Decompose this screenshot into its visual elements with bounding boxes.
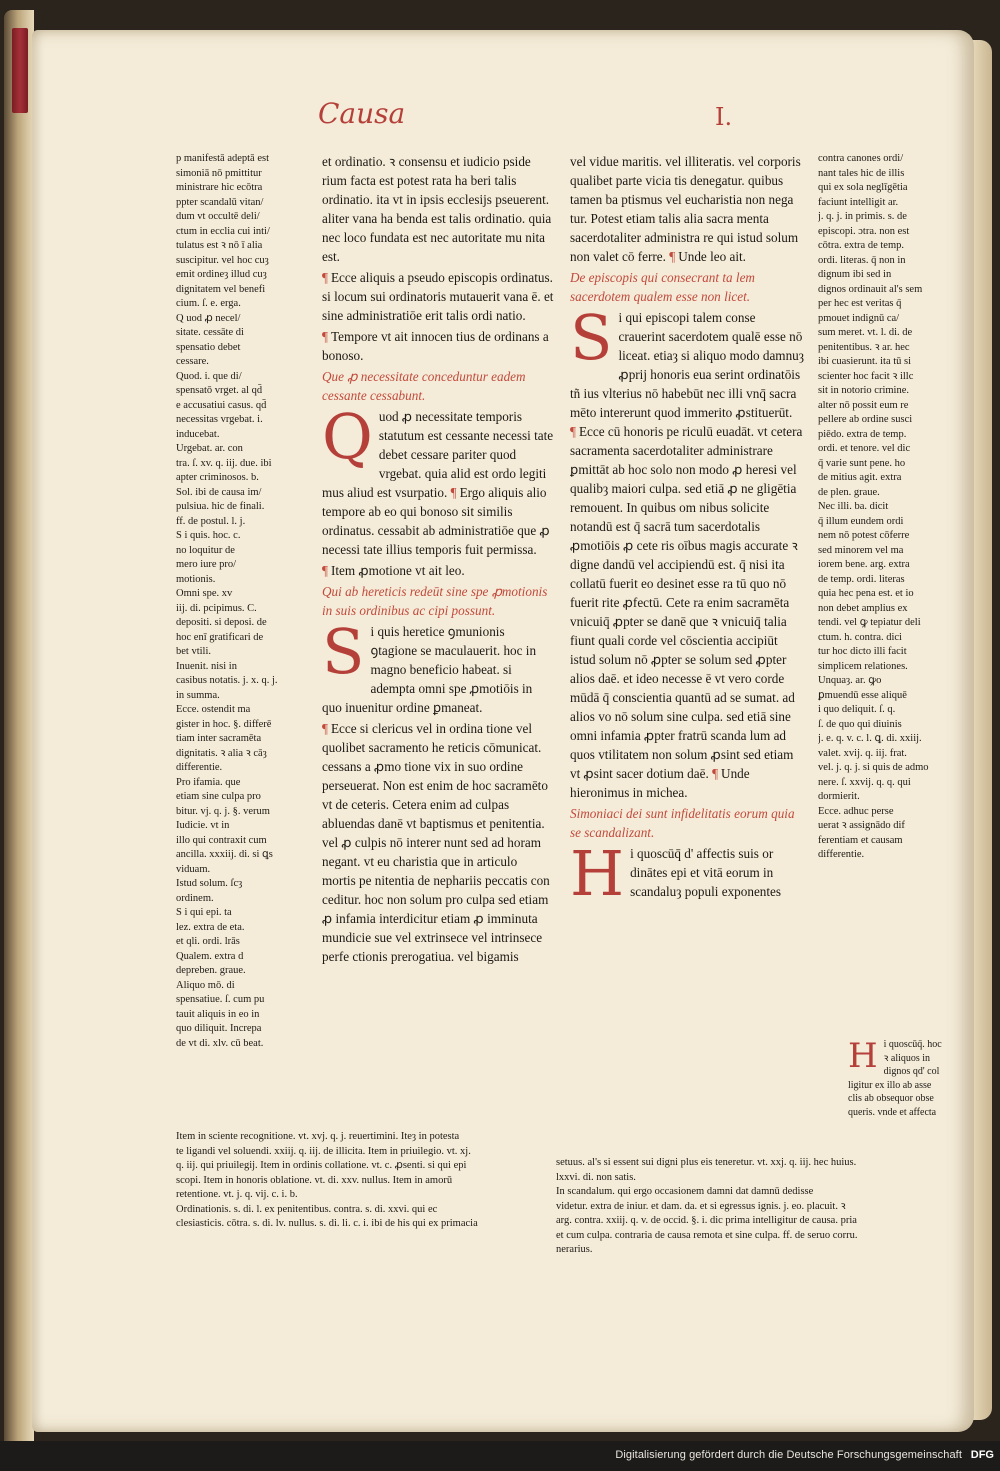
gloss-line: Qualem. extra d <box>176 950 244 962</box>
gloss-line: no loquitur de <box>176 544 235 556</box>
gloss-line: Sol. ibi de causa im/ <box>176 486 262 498</box>
gloss-line: ꝑmuendū esse aliquē <box>818 689 907 701</box>
gloss-line: te ligandi vel soluendi. xxiij. q. iij. de illicita. Item in priuilegio. vt. xj. <box>176 1145 471 1157</box>
decorated-initial: S <box>322 615 365 688</box>
gloss-line: hoc enī gratificari de <box>176 631 264 643</box>
gloss-line: spensatiue. ſ. cum pu <box>176 994 265 1005</box>
gloss-line: q. iij. qui priuilegij. Item in ordinis collatione. vt. c. ꝓsenti. si qui epi <box>176 1160 467 1171</box>
text-paragraph: Hi quoscūq̄ d' affectis suis or dinātes epi et vitā eorum in scandaluȝ populi exponentes <box>570 837 782 910</box>
gloss-line: ferentiam et causam <box>818 834 903 846</box>
paragraph-sign-icon: ¶ <box>322 329 328 344</box>
gloss-line: S i quis. hoc. c. <box>176 530 241 541</box>
main-text-column-left <box>322 152 554 1092</box>
gloss-line: non debet amplius ex <box>818 602 908 614</box>
gloss-line: depositi. si deposi. de <box>176 617 267 628</box>
book-edge <box>4 10 34 1450</box>
gloss-line: pulsiua. hic de finali. <box>176 501 265 512</box>
gloss-line: differentie. <box>818 849 865 860</box>
gloss-line: simoniā nō pmittitur <box>176 167 262 179</box>
text-paragraph: ¶ Ecce si clericus vel in ordina tione vel quolibet sacramento he reticis cōmunicat. cessans a ꝓmo tione vix in suo ordine perseuerat. Non est enim de hoc sacramēto vt de ceteris. Cetera enim ad culpas abluendas danē vt baptismus et penitentia. vel ꝓ culpis nō interer nunt sed ad horam negant. vt eu charistia que in articulo mortis pe nitentia de nephariis peccatis con ceditur. hoc non solum pro culpa sed etiam ꝓ infamia interdicitur etiam ꝓ imminuta mundicie sue vel extrinsece vel intrinsece perfe ctionis prerogatiua. vel bigamis <box>322 721 550 964</box>
gloss-line: cium. ſ. e. erga. <box>176 298 241 309</box>
gloss-line: dignitatem vel benefi <box>176 283 266 295</box>
gloss-line: i quo deliquit. ſ. q. <box>818 704 896 715</box>
paragraph-sign-icon: ¶ <box>570 424 576 439</box>
gloss-line: ancilla. xxxiij. di. si ꝗs <box>176 849 273 860</box>
gloss-line: videtur. extra de iniur. et dam. da. et si egressus ignis. j. eo. placuit. ꝛ <box>556 1200 846 1212</box>
paragraph-sign-icon: ¶ <box>322 721 328 736</box>
gloss-line: tra. ſ. xv. q. iij. due. ibi <box>176 457 272 469</box>
ribbon-bookmark <box>12 28 28 113</box>
gloss-line: necessitas vrgebat. i. <box>176 414 263 425</box>
gloss-line: etiam sine culpa pro <box>176 791 261 802</box>
text-paragraph: ¶ Item ꝓmotione vt ait leo. <box>322 563 465 578</box>
gloss-line: nant tales hic de illis <box>818 167 905 179</box>
gloss-line: de plen. graue. <box>818 486 880 498</box>
bottom-gloss-right <box>556 1156 948 1256</box>
gloss-line: qui ex sola neglīgētia <box>818 182 908 193</box>
gloss-line: valet. xvij. q. iij. frat. <box>818 747 907 759</box>
gloss-line: Quod. i. que di/ <box>176 370 242 382</box>
gloss-line: q̄ varie sunt pene. ho <box>818 457 906 469</box>
gloss-line: et qli. ordi. lrās <box>176 936 240 947</box>
gloss-line: ſ. de quo qui diuinis <box>818 718 902 730</box>
gloss-line: Ecce. adhuc perse <box>818 805 894 817</box>
text-paragraph: et ordinatio. ꝛ consensu et iudicio pside rium facta est potest rata ha beri talis ordinatio. ita vt in ipsis ecclesijs pseuerent. aliter vana ha benda est talis ordinatio. quia nec loco fundata est nec autoritate mu nita est. <box>322 154 552 264</box>
gloss-line: ppter scandalū vitan/ <box>176 196 264 208</box>
gloss-line: simplicem relationes. <box>818 660 908 672</box>
gloss-line: motionis. <box>176 573 216 585</box>
gloss-line: Q uod ꝓ necel/ <box>176 312 241 324</box>
gloss-line: penitentibus. ꝛ ar. hec <box>818 341 910 353</box>
gloss-line: quia hec pena est. et io <box>818 588 914 599</box>
gloss-line: sed minorem vel ma <box>818 544 904 556</box>
gloss-line: gister in hoc. §. differē <box>176 718 272 730</box>
text-paragraph: ¶ Ecce aliquis a pseudo episcopis ordinatus. si locum sui ordinatoris mutauerit vana ē. et sine administratiōe erit talis ordi natio. <box>322 270 554 323</box>
paragraph-sign-icon: ¶ <box>322 563 328 578</box>
rubric-heading: Qui ab hereticis redeūt sine spe ꝓmotionis in suis ordinibus ac cipi possunt. <box>322 584 548 618</box>
gloss-line: retentione. vt. j. q. vij. c. i. b. <box>176 1189 298 1200</box>
gloss-line: illo qui contraxit cum <box>176 834 267 846</box>
gloss-line: Omni spe. xv <box>176 588 233 599</box>
gloss-line: arg. contra. xxiij. q. v. de occid. §. i. dic prima intelligitur de causa. pria <box>556 1215 857 1226</box>
gloss-line: j. q. j. in primis. s. de <box>818 211 907 222</box>
gloss-line: Nec illi. ba. dicit <box>818 501 889 512</box>
gloss-line: tulatus est ꝛ nō ī alia <box>176 240 263 251</box>
gloss-line: q̄ illum eundem ordi <box>818 515 904 527</box>
gloss-line: apter criminosos. b. <box>176 472 259 483</box>
gloss-line: alter nō possit eum re <box>818 399 909 411</box>
gloss-line: ff. de postul. l. j. <box>176 515 246 527</box>
paragraph-sign-icon: ¶ <box>450 485 457 500</box>
gloss-line: bitur. vj. q. j. §. verum <box>176 805 270 817</box>
running-title: Causa <box>318 97 406 130</box>
gloss-line: quo diliquit. Increpa <box>176 1023 262 1034</box>
bottom-gloss-left <box>176 1130 560 1230</box>
gloss-line: nerarius. <box>556 1244 593 1255</box>
gloss-line: dignitatis. ꝛ alia ꝛ cāȝ <box>176 747 267 759</box>
gloss-line: dignos ordinauit al's sem <box>818 283 923 295</box>
paragraph-sign-icon: ¶ <box>669 249 676 264</box>
gloss-line: scienter hoc facit ꝛ illc <box>818 370 914 382</box>
gloss-line: Item in sciente recognitione. vt. xvj. q. j. reuertimini. Iteȝ in potesta <box>176 1131 460 1142</box>
funding-notice: Digitalisierung gefördert durch die Deutsche Forschungsgemeinschaft <box>615 1449 962 1461</box>
gloss-line: de vt di. xlv. cū beat. <box>176 1037 264 1049</box>
gloss-line: vel. j. q. j. si quis de admo <box>818 762 929 773</box>
gloss-line: dormierit. <box>818 791 860 802</box>
gloss-line: setuus. al's si essent sui digni plus eis teneretur. vt. xxj. q. iij. hec huius. <box>556 1157 857 1168</box>
gloss-line: tauit aliquis in eo in <box>176 1008 260 1020</box>
gloss-line: Ecce. ostendit ma <box>176 704 251 715</box>
decorated-initial: S <box>570 301 613 374</box>
gloss-line: de temp. ordi. literas <box>818 573 905 585</box>
folio-number: I. <box>715 103 733 131</box>
gloss-line: p manifestā adeptā est <box>176 153 270 164</box>
gloss-line: depreben. graue. <box>176 965 246 976</box>
right-margin-gloss <box>818 152 944 1107</box>
gloss-line: episcopi. ɔtra. non est <box>818 225 910 237</box>
right-bottom-gloss: Hi quoscūq̄. hoc ꝛ aliquos in dignos qd' col ligitur ex illo ab asse clis ab obsequor obse queris. vnde et affecta <box>848 1038 942 1118</box>
gloss-line: de mitius agit. extra <box>818 472 902 483</box>
gloss-line: Aliquo mō. di <box>176 979 235 991</box>
gloss-line: cōtra. extra de temp. <box>818 240 904 251</box>
gloss-line: suscipitur. vel hoc cuȝ <box>176 254 269 266</box>
paragraph-sign-icon: ¶ <box>712 766 719 781</box>
gloss-line: tur hoc dicto illi facit <box>818 646 907 657</box>
gloss-line: e accusatiui casus. qd̄ <box>176 399 267 411</box>
gloss-line: contra canones ordi/ <box>818 153 904 164</box>
gloss-line: dum vt occultē deli/ <box>176 211 260 222</box>
gloss-line: ordi. et tenore. vel dic <box>818 443 911 454</box>
gloss-line: Inuenit. nisi in <box>176 660 237 672</box>
gloss-line: tendi. vel ꝙ tepiatur deli <box>818 617 921 628</box>
gloss-line: inducebat. <box>176 428 220 440</box>
dfg-logo: DFG <box>970 1449 994 1461</box>
rubric-heading: Simoniaci dei sunt infidelitatis eorum quia se scandalizant. <box>570 806 795 840</box>
gloss-line: mero iure pro/ <box>176 559 237 570</box>
text-paragraph: ¶ Tempore vt ait innocen tius de ordinans a bonoso. <box>322 329 549 363</box>
gloss-line: tiam inter sacramēta <box>176 733 262 744</box>
gloss-line: Unquaȝ. ar. ꝙo <box>818 675 882 686</box>
gloss-line: Urgebat. ar. con <box>176 443 243 454</box>
gloss-line: uerat ꝛ assignādo dif <box>818 820 905 831</box>
gloss-line: In scandalum. qui ergo occasionem damni dat damnū dedisse <box>556 1186 814 1197</box>
gloss-line: lez. extra de eta. <box>176 921 245 933</box>
gloss-line: Iudicie. vt in <box>176 820 230 831</box>
paragraph-sign-icon: ¶ <box>322 270 328 285</box>
text-paragraph: vel vidue maritis. vel illiteratis. vel corporis qualibet parte vicia tis denegatur. quibus tamen ba ptismus vel eucharistia non nega tur. Potest etiam talis alia sacra menta sacerdotaliter administra re qui istud solum non valet cō ferre. ¶ Unde leo ait. <box>570 154 801 264</box>
gloss-line: ordinem. <box>176 892 214 904</box>
gloss-line: S i qui epi. ta <box>176 907 232 918</box>
decorated-initial: Q <box>322 400 373 473</box>
text-paragraph: Quod ꝓ necessitate temporis statutum est cessante necessi tate debet cessare pariter quod vrgebat. quia alid est ordo legiti mus aliud est vsurpatio. ¶ Ergo aliquis alio tempore ab eo qui bonoso sit similis ordinatus. cessabit ab administratiōe que ꝓ necessi tate illius temporis fuit permissa. <box>322 400 554 557</box>
gloss-line: ministrare hic ecōtra <box>176 182 263 193</box>
gloss-line: nere. ſ. xxvij. q. q. qui <box>818 776 911 788</box>
gloss-line: sum meret. vt. l. di. de <box>818 327 913 338</box>
gloss-line: iorem bene. arg. extra <box>818 559 910 570</box>
gloss-line: emit ordineȝ illud cuȝ <box>176 269 267 280</box>
gloss-line: ordi. literas. q̄ non in <box>818 254 906 266</box>
gloss-line: pellere ab ordine susci <box>818 414 913 425</box>
gloss-line: clesiasticis. cōtra. s. di. lv. nullus. s. di. li. c. i. ibi de his qui ex primacia <box>176 1218 478 1229</box>
gloss-line: sitate. cessāte di <box>176 327 244 338</box>
rubric-heading: Que ꝓ necessitate conceduntur eadem cessante cessabunt. <box>322 369 526 403</box>
decorated-initial: H <box>570 837 625 910</box>
gloss-line: cessare. <box>176 356 209 367</box>
left-margin-gloss <box>176 152 306 1152</box>
decorated-initial: H <box>848 1038 878 1076</box>
gloss-line: lxxvi. di. non satis. <box>556 1171 636 1183</box>
gloss-line: j. e. q. v. c. l. ꝗ. di. xxiij. <box>818 733 922 744</box>
gloss-line: differentie. <box>176 762 223 773</box>
gloss-line: faciunt intelligit ar. <box>818 196 899 208</box>
text-paragraph: Si quis heretice ꝯmunionis ꝯtagione se maculauerit. hoc in magno beneficio habeat. si adempta omni spe ꝓmotiōis in quo inuenitur ordine ꝑmaneat. <box>322 615 537 715</box>
text-paragraph: Si qui episcopi talem conse crauerint sacerdotem qualē esse nō liceat. etiaȝ si aliquo modo damnuȝ ꝓprij honoris eua serint ordinatōis tñ ius vlterius nō habebūt nec illi vnq̄ sacra mēto intererunt quod immerito ꝓstituerūt. ¶ Ecce cū honoris pe riculū euadāt. vt cetera sacramenta sacerdotaliter administrare ꝑmittāt ab hoc solo non modo ꝓ heresi vel qualibȝ maiori culpa. sed etiā ꝓ ne gligētia remouent. In quibus om nibus solicite notandū est q̄ sacrā tum sacerdotalis ꝓmotiōis ꝓ cete ris oībus magis accurate ꝛ digne dandū vel accipiendū est. q̄ nisi ita collatū fuerit eo desinet esse ra tū quo nō fuerit rite ꝓfectū. Cete ra enim sacramēta vnicuiq̄ ꝓpter se danē que ꝛ vnicuiq̄ talia fiunt quali corde vel cōscientia accipiūt istud solum nō ꝓpter se solum sed ꝓpter alios daē. et ideo necesse ē vt vero corde mūdā q̄ conscientia quantū ad se sumat. ad alios vo nō solum sine culpa. sed etiā sine omni infamia ꝓpter fratrū scanda lum ad quos vtilitatem non solum ꝓsint sed etiam vt ꝓsint sacer dotium daē. ¶ Unde hieronimus in michea. <box>570 301 804 800</box>
gloss-line: spensatio debet <box>176 341 241 353</box>
gloss-line: Pro ifamia. que <box>176 776 241 788</box>
main-text-column-right <box>570 152 804 1092</box>
gloss-line: bet vtili. <box>176 646 211 657</box>
gloss-line: per hec est veritas q̄ <box>818 298 902 309</box>
rubric-heading: De episcopis qui consecrant ta lem sacerdotem qualem esse non licet. <box>570 270 755 304</box>
gloss-line: casibus notatis. j. x. q. j. <box>176 675 278 686</box>
gloss-line: iij. di. pcipimus. C. <box>176 602 257 614</box>
gloss-line: ctum. h. contra. dici <box>818 631 902 643</box>
gloss-line: ibi cuasierunt. ita tū si <box>818 356 912 367</box>
gloss-line: Istud solum. ſcȝ <box>176 878 243 889</box>
gloss-line: pmouet indignū ca/ <box>818 312 900 324</box>
gloss-line: piēdo. extra de temp. <box>818 428 907 440</box>
gloss-line: sit in notorio crimine. <box>818 385 909 396</box>
gloss-line: et cum culpa. contraria de causa remota et sine culpa. ff. de seruo corru. <box>556 1229 858 1241</box>
gloss-line: viduam. <box>176 863 211 875</box>
gloss-line: spensatō vrget. al qd̄ <box>176 385 263 396</box>
gloss-line: Ordinationis. s. di. l. ex penitentibus. contra. s. di. xxvi. qui ec <box>176 1203 438 1215</box>
gloss-line: dignum ibi sed in <box>818 269 892 280</box>
gloss-line: nem nō potest cōferre <box>818 530 910 541</box>
gloss-line: scopi. Item in honoris oblatione. vt. di. xxv. nullus. Item in amorū <box>176 1174 453 1186</box>
gloss-line: in summa. <box>176 689 220 701</box>
gloss-line: ctum in ecclia cui inti/ <box>176 225 270 237</box>
